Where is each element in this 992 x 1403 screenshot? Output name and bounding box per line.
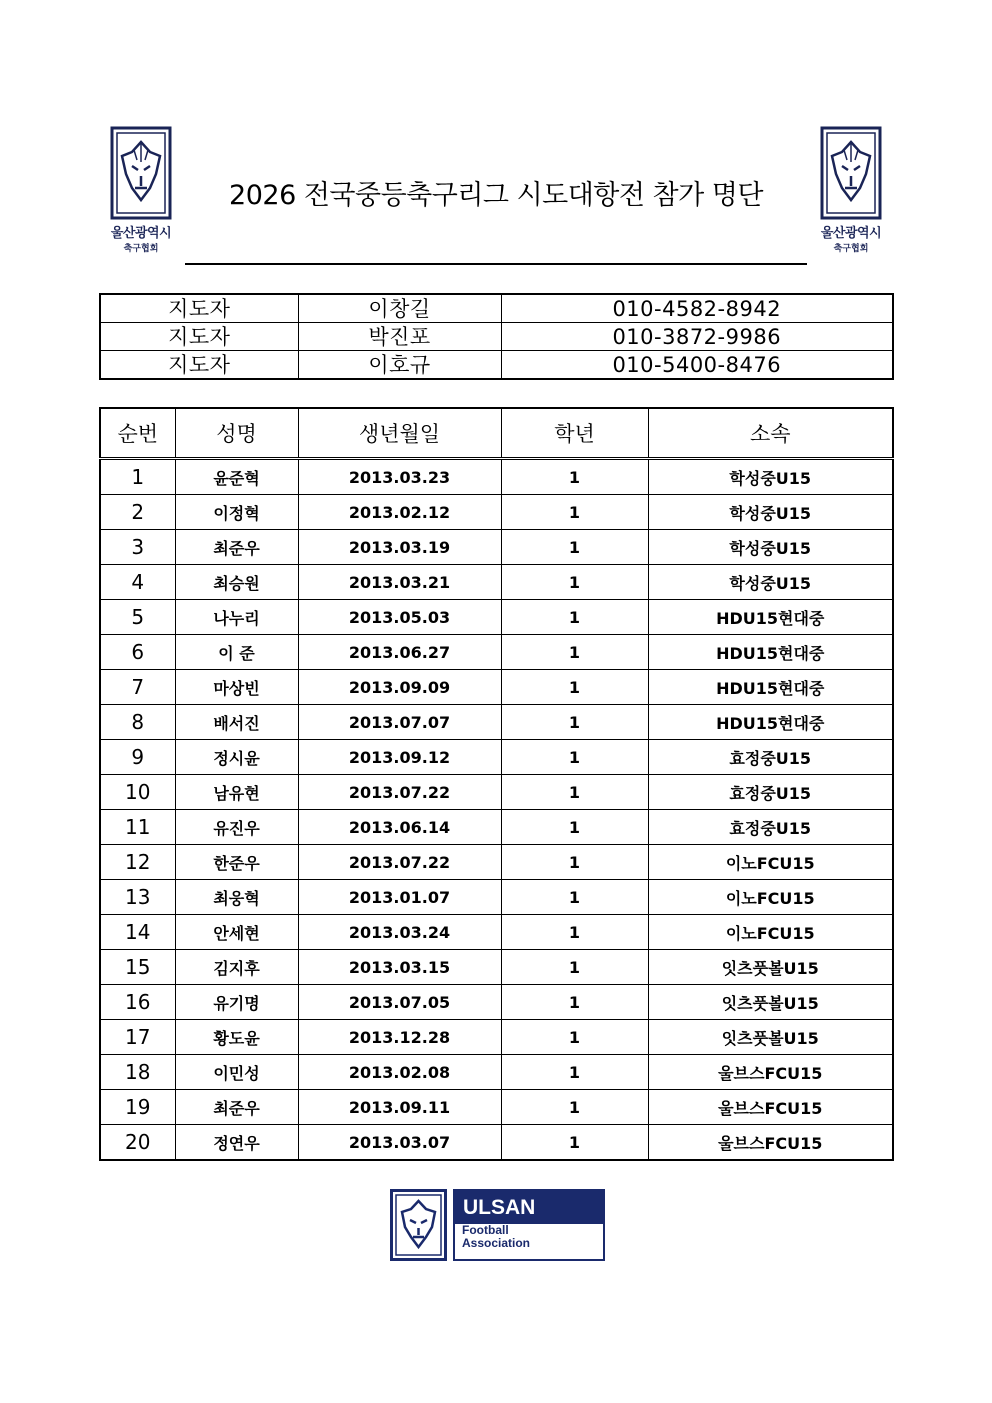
player-number-cell: 17 — [100, 1020, 175, 1055]
player-name-cell: 최준우 — [175, 530, 298, 565]
page-title: 2026 전국중등축구리그 시도대항전 참가 명단 — [229, 180, 763, 211]
player-number-cell: 14 — [100, 915, 175, 950]
player-grade-cell: 1 — [501, 915, 648, 950]
player-team-cell: 학성중U15 — [648, 459, 893, 495]
tiger-crest-icon — [390, 1189, 447, 1261]
player-grade-cell: 1 — [501, 740, 648, 775]
player-grade-cell: 1 — [501, 1020, 648, 1055]
player-grade-cell: 1 — [501, 530, 648, 565]
player-birthdate-cell: 2013.03.24 — [298, 915, 501, 950]
player-team-cell: 이노FCU15 — [648, 915, 893, 950]
roster-table — [99, 407, 894, 1161]
player-grade-cell: 1 — [501, 1055, 648, 1090]
player-number-cell: 3 — [100, 530, 175, 565]
logo-left-sub: 축구협회 — [123, 244, 159, 254]
table-row — [100, 740, 893, 775]
coach-phone-cell: 010-4582-8942 — [501, 294, 893, 323]
footer-sub-line1: Football — [462, 1223, 509, 1237]
player-birthdate-cell: 2013.03.15 — [298, 950, 501, 985]
player-name-cell: 이 준 — [175, 635, 298, 670]
player-name-cell: 마상빈 — [175, 670, 298, 705]
coach-row — [100, 351, 893, 380]
player-birthdate-cell: 2013.02.12 — [298, 495, 501, 530]
logo-right-name: 울산광역시 — [820, 226, 882, 241]
player-birthdate-cell: 2013.09.12 — [298, 740, 501, 775]
footer-brand-box — [453, 1189, 605, 1261]
table-row — [100, 1090, 893, 1125]
player-birthdate-cell: 2013.12.28 — [298, 1020, 501, 1055]
table-row — [100, 495, 893, 530]
player-birthdate-cell: 2013.01.07 — [298, 880, 501, 915]
association-logo-right — [806, 126, 896, 255]
player-name-cell: 이민성 — [175, 1055, 298, 1090]
table-row — [100, 530, 893, 565]
player-name-cell: 김지후 — [175, 950, 298, 985]
coach-name-cell: 이창길 — [298, 294, 501, 323]
player-team-cell: 효정중U15 — [648, 775, 893, 810]
player-grade-cell: 1 — [501, 775, 648, 810]
player-name-cell: 유진우 — [175, 810, 298, 845]
player-team-cell: HDU15현대중 — [648, 635, 893, 670]
footer-logo — [390, 1189, 605, 1261]
player-team-cell: 효정중U15 — [648, 810, 893, 845]
player-team-cell: HDU15현대중 — [648, 670, 893, 705]
coach-phone-cell: 010-3872-9986 — [501, 323, 893, 351]
player-name-cell: 이정혁 — [175, 495, 298, 530]
player-team-cell: 울브스FCU15 — [648, 1125, 893, 1161]
player-grade-cell: 1 — [501, 985, 648, 1020]
player-grade-cell: 1 — [501, 459, 648, 495]
table-row — [100, 915, 893, 950]
player-grade-cell: 1 — [501, 705, 648, 740]
coach-role-cell: 지도자 — [100, 294, 298, 323]
player-number-cell: 2 — [100, 495, 175, 530]
player-grade-cell: 1 — [501, 600, 648, 635]
player-number-cell: 13 — [100, 880, 175, 915]
coach-table — [99, 293, 894, 380]
roster-table-body — [100, 459, 893, 1161]
player-number-cell: 11 — [100, 810, 175, 845]
player-birthdate-cell: 2013.03.23 — [298, 459, 501, 495]
table-row — [100, 1020, 893, 1055]
player-team-cell: 학성중U15 — [648, 565, 893, 600]
player-number-cell: 5 — [100, 600, 175, 635]
player-grade-cell: 1 — [501, 670, 648, 705]
table-row — [100, 705, 893, 740]
player-number-cell: 6 — [100, 635, 175, 670]
title-underline — [185, 263, 807, 265]
player-number-cell: 15 — [100, 950, 175, 985]
coach-name-cell: 박진포 — [298, 323, 501, 351]
player-birthdate-cell: 2013.05.03 — [298, 600, 501, 635]
player-grade-cell: 1 — [501, 495, 648, 530]
player-team-cell: 이노FCU15 — [648, 880, 893, 915]
player-birthdate-cell: 2013.09.09 — [298, 670, 501, 705]
player-birthdate-cell: 2013.07.07 — [298, 705, 501, 740]
header-team: 소속 — [648, 408, 893, 459]
player-name-cell: 안세현 — [175, 915, 298, 950]
logo-left-name: 울산광역시 — [110, 226, 172, 241]
player-team-cell: HDU15현대중 — [648, 600, 893, 635]
roster-header-row — [100, 408, 893, 459]
player-birthdate-cell: 2013.03.19 — [298, 530, 501, 565]
table-row — [100, 950, 893, 985]
player-team-cell: 울브스FCU15 — [648, 1055, 893, 1090]
player-birthdate-cell: 2013.07.05 — [298, 985, 501, 1020]
coach-role-cell: 지도자 — [100, 323, 298, 351]
player-number-cell: 7 — [100, 670, 175, 705]
player-number-cell: 16 — [100, 985, 175, 1020]
coach-row — [100, 323, 893, 351]
player-birthdate-cell: 2013.09.11 — [298, 1090, 501, 1125]
header-name: 성명 — [175, 408, 298, 459]
table-row — [100, 775, 893, 810]
table-row — [100, 810, 893, 845]
coach-name-cell: 이호규 — [298, 351, 501, 380]
player-number-cell: 20 — [100, 1125, 175, 1161]
player-birthdate-cell: 2013.07.22 — [298, 775, 501, 810]
table-row — [100, 1055, 893, 1090]
player-number-cell: 1 — [100, 459, 175, 495]
player-birthdate-cell: 2013.03.07 — [298, 1125, 501, 1161]
table-row — [100, 670, 893, 705]
player-number-cell: 12 — [100, 845, 175, 880]
player-team-cell: 학성중U15 — [648, 495, 893, 530]
player-team-cell: 잇츠풋볼U15 — [648, 950, 893, 985]
header-number: 순번 — [100, 408, 175, 459]
player-name-cell: 남유현 — [175, 775, 298, 810]
player-number-cell: 10 — [100, 775, 175, 810]
player-birthdate-cell: 2013.06.27 — [298, 635, 501, 670]
table-row — [100, 880, 893, 915]
table-row — [100, 565, 893, 600]
player-name-cell: 배서진 — [175, 705, 298, 740]
player-team-cell: 이노FCU15 — [648, 845, 893, 880]
player-number-cell: 8 — [100, 705, 175, 740]
player-grade-cell: 1 — [501, 845, 648, 880]
player-grade-cell: 1 — [501, 810, 648, 845]
header-birthdate: 생년월일 — [298, 408, 501, 459]
player-name-cell: 황도윤 — [175, 1020, 298, 1055]
player-birthdate-cell: 2013.02.08 — [298, 1055, 501, 1090]
player-number-cell: 19 — [100, 1090, 175, 1125]
association-logo-left — [96, 126, 186, 255]
player-grade-cell: 1 — [501, 880, 648, 915]
coach-row — [100, 294, 893, 323]
player-grade-cell: 1 — [501, 565, 648, 600]
player-team-cell: 잇츠풋볼U15 — [648, 1020, 893, 1055]
player-number-cell: 18 — [100, 1055, 175, 1090]
player-name-cell: 최승원 — [175, 565, 298, 600]
player-number-cell: 9 — [100, 740, 175, 775]
player-number-cell: 4 — [100, 565, 175, 600]
player-team-cell: 울브스FCU15 — [648, 1090, 893, 1125]
header-grade: 학년 — [501, 408, 648, 459]
player-team-cell: 잇츠풋볼U15 — [648, 985, 893, 1020]
player-name-cell: 나누리 — [175, 600, 298, 635]
table-row — [100, 985, 893, 1020]
player-grade-cell: 1 — [501, 1125, 648, 1161]
footer-brand-name: ULSAN — [463, 1196, 536, 1219]
player-name-cell: 최준우 — [175, 1090, 298, 1125]
coach-role-cell: 지도자 — [100, 351, 298, 380]
player-birthdate-cell: 2013.03.21 — [298, 565, 501, 600]
table-row — [100, 845, 893, 880]
player-name-cell: 유기명 — [175, 985, 298, 1020]
player-birthdate-cell: 2013.06.14 — [298, 810, 501, 845]
table-row — [100, 600, 893, 635]
player-name-cell: 정시윤 — [175, 740, 298, 775]
tiger-crest-icon — [820, 126, 882, 220]
player-name-cell: 최웅혁 — [175, 880, 298, 915]
tiger-crest-icon — [110, 126, 172, 220]
footer-sub-line2: Association — [462, 1236, 531, 1250]
player-grade-cell: 1 — [501, 635, 648, 670]
player-grade-cell: 1 — [501, 1090, 648, 1125]
footer-brand-sub — [455, 1224, 603, 1259]
player-team-cell: 효정중U15 — [648, 740, 893, 775]
table-row — [100, 635, 893, 670]
table-row — [100, 459, 893, 495]
table-row — [100, 1125, 893, 1161]
player-name-cell: 정연우 — [175, 1125, 298, 1161]
player-name-cell: 윤준혁 — [175, 459, 298, 495]
player-name-cell: 한준우 — [175, 845, 298, 880]
player-team-cell: HDU15현대중 — [648, 705, 893, 740]
logo-right-sub: 축구협회 — [833, 244, 869, 254]
player-grade-cell: 1 — [501, 950, 648, 985]
coach-table-body — [100, 294, 893, 379]
coach-phone-cell: 010-5400-8476 — [501, 351, 893, 380]
player-team-cell: 학성중U15 — [648, 530, 893, 565]
player-birthdate-cell: 2013.07.22 — [298, 845, 501, 880]
